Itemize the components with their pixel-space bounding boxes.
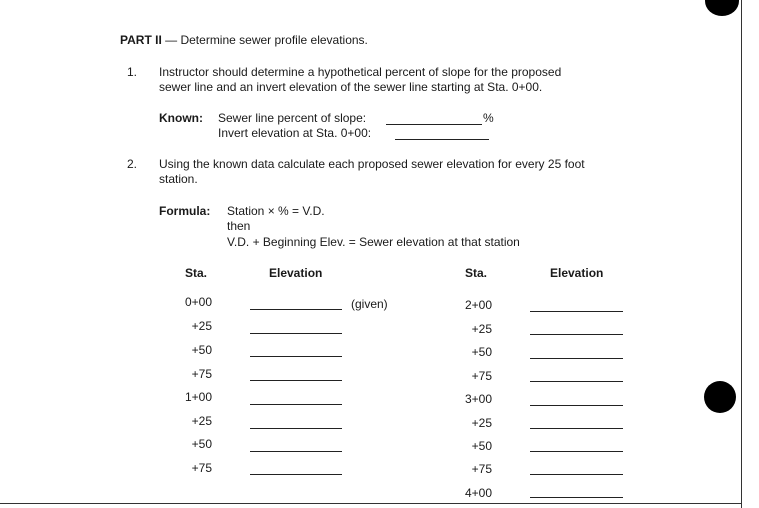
left-header-elevation: Elevation (269, 266, 323, 280)
binder-hole-middle (704, 381, 736, 413)
left-elevation-blank-8[interactable] (250, 474, 342, 475)
invert-blank[interactable] (395, 139, 489, 140)
formula-line1: Station × % = V.D. (227, 204, 325, 218)
left-elevation-blank-3[interactable] (250, 356, 342, 357)
left-elevation-blank-7[interactable] (250, 451, 342, 452)
slope-unit: % (483, 111, 494, 125)
known-label: Known: (159, 111, 203, 125)
step2-number: 2. (127, 157, 138, 171)
step1-line2: sewer line and an invert elevation of the sewer line starting at Sta. 0+00. (159, 80, 543, 94)
right-elevation-blank-2[interactable] (530, 334, 623, 335)
left-elevation-blank-4[interactable] (250, 380, 342, 381)
step2-line1: Using the known data calculate each proposed sewer elevation for every 25 foot (159, 157, 585, 171)
heading-dash: — (165, 33, 178, 47)
right-station-7: +50 (471, 439, 492, 453)
left-station-6: +25 (191, 414, 212, 428)
right-station-4: +75 (471, 369, 492, 383)
formula-line3: V.D. + Beginning Elev. = Sewer elevation at that station (227, 235, 520, 249)
right-elevation-blank-5[interactable] (530, 405, 623, 406)
right-station-5: 3+00 (464, 392, 492, 406)
right-station-2: +25 (471, 322, 492, 336)
invert-label: Invert elevation at Sta. 0+00: (218, 126, 372, 140)
right-header-elevation: Elevation (550, 266, 604, 280)
left-elevation-blank-5[interactable] (250, 404, 342, 405)
step1-number: 1. (127, 65, 138, 79)
part-heading (120, 33, 368, 47)
left-station-7: +50 (191, 437, 212, 451)
heading-title: Determine sewer profile elevations. (180, 33, 368, 47)
left-elevation-blank-1[interactable] (250, 309, 342, 310)
right-elevation-blank-7[interactable] (530, 451, 623, 452)
page-right-edge (741, 0, 742, 508)
right-station-9: 4+00 (464, 486, 492, 500)
left-station-2: +25 (191, 319, 212, 333)
left-station-8: +75 (191, 461, 212, 475)
right-station-1: 2+00 (464, 298, 492, 312)
left-elevation-blank-6[interactable] (250, 428, 342, 429)
right-elevation-blank-9[interactable] (530, 497, 623, 498)
part-label: PART II (120, 33, 162, 47)
left-station-5: 1+00 (184, 390, 212, 404)
left-elevation-blank-2[interactable] (250, 333, 342, 334)
binder-hole-top (705, 0, 739, 16)
step1-line1: Instructor should determine a hypothetical percent of slope for the proposed (159, 65, 562, 79)
formula-label: Formula: (159, 204, 211, 218)
slope-label: Sewer line percent of slope: (218, 111, 367, 125)
right-station-8: +75 (471, 462, 492, 476)
left-station-4: +75 (191, 367, 212, 381)
formula-line2: then (227, 219, 251, 233)
right-elevation-blank-8[interactable] (530, 474, 623, 475)
right-elevation-blank-6[interactable] (530, 428, 623, 429)
page-bottom-edge (0, 503, 741, 504)
right-station-3: +50 (471, 345, 492, 359)
left-station-3: +50 (191, 343, 212, 357)
slope-blank[interactable] (386, 124, 482, 125)
right-station-6: +25 (471, 416, 492, 430)
right-elevation-blank-3[interactable] (530, 358, 623, 359)
right-elevation-blank-4[interactable] (530, 381, 623, 382)
given-note: (given) (351, 297, 388, 311)
left-station-1: 0+00 (184, 295, 212, 309)
right-header-sta: Sta. (465, 266, 488, 280)
left-header-sta: Sta. (185, 266, 208, 280)
step2-line2: station. (159, 172, 198, 186)
right-elevation-blank-1[interactable] (530, 311, 623, 312)
